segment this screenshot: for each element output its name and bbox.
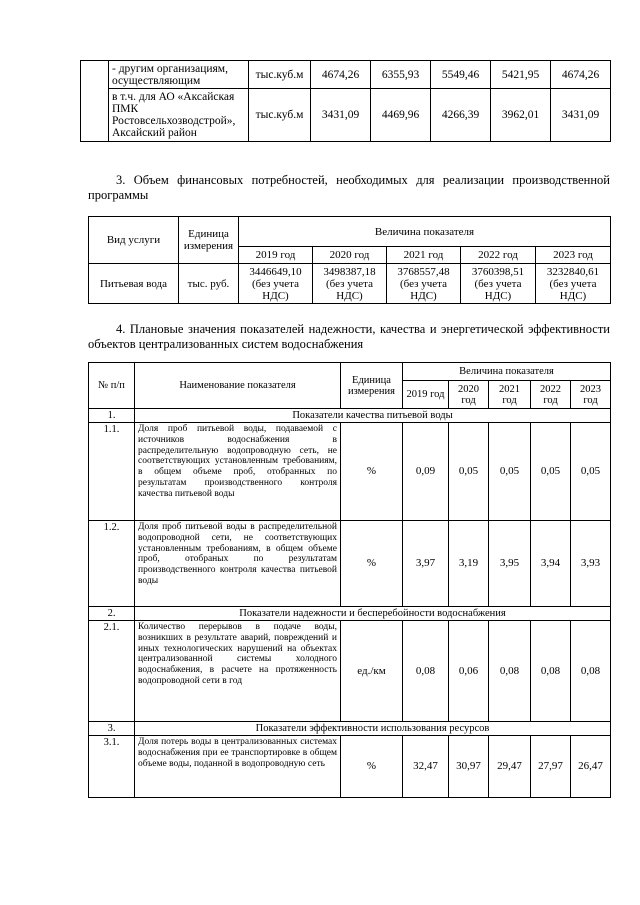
header-year: 2021 год [489, 381, 531, 409]
value-cell: 3431,09 [551, 89, 611, 142]
group-row [89, 722, 611, 736]
value-cell: 3446649,10 (без учета НДС) [239, 264, 313, 304]
group-num: 1. [89, 409, 135, 423]
item-name: Доля потерь воды в централизованных системах водоснабжения при ее транспортировке в общем объеме воды, поданной в водопроводную сеть [135, 736, 341, 798]
section-4-heading: 4. Плановые значения показателей надежности, качества и энергетической эффективности объектов централизованных систем водоснабжения [88, 322, 610, 351]
table-header-row [89, 217, 611, 247]
header-year: 2022 год [461, 247, 536, 264]
group-title: Показатели надежности и бесперебойности водоснабжения [135, 607, 611, 621]
section-3-heading: 3. Объем финансовых потребностей, необходимых для реализации производственной программы [88, 173, 610, 202]
table-row [89, 264, 611, 304]
water-supply-volume-table [80, 60, 611, 142]
unit-cell: тыс. руб. [179, 264, 239, 304]
value-cell: 32,47 [403, 736, 449, 798]
group-row [89, 409, 611, 423]
header-year: 2019 год [239, 247, 313, 264]
header-year: 2022 год [531, 381, 571, 409]
value-cell: 0,05 [571, 423, 611, 521]
value-cell: 0,06 [449, 621, 489, 722]
value-cell: 3498387,18 (без учета НДС) [313, 264, 387, 304]
table-row [89, 736, 611, 798]
row-name: в т.ч. для АО «Аксайская ПМК Ростовсельхозводстрой», Аксайский район [109, 89, 249, 142]
header-year: 2020 год [313, 247, 387, 264]
item-num: 1.1. [89, 423, 135, 521]
value-cell: 6355,93 [371, 61, 431, 89]
item-name: Доля проб питьевой воды, подаваемой с источников водоснабжения в распределительную водопроводную сеть, не соответствующих установленным требованиям, в общем объеме проб, отобранных по результатам производственного контроля качества питьевой воды [135, 423, 341, 521]
value-cell: 0,09 [403, 423, 449, 521]
value-cell: 3,93 [571, 521, 611, 607]
header-value: Величина показателя [403, 363, 611, 381]
value-cell: 0,08 [403, 621, 449, 722]
header-year: 2021 год [387, 247, 461, 264]
value-cell: 0,05 [449, 423, 489, 521]
group-row [89, 607, 611, 621]
financial-needs-table [88, 216, 611, 304]
item-unit: % [341, 521, 403, 607]
header-name: Наименование показателя [135, 363, 341, 409]
item-num: 1.2. [89, 521, 135, 607]
value-cell: 3431,09 [311, 89, 371, 142]
item-num: 3.1. [89, 736, 135, 798]
value-cell: 0,05 [531, 423, 571, 521]
header-unit: Единица измерения [341, 363, 403, 409]
value-cell: 30,97 [449, 736, 489, 798]
header-year: 2019 год [403, 381, 449, 409]
header-year: 2020 год [449, 381, 489, 409]
value-cell: 3,95 [489, 521, 531, 607]
group-title: Показатели эффективности использования ресурсов [135, 722, 611, 736]
group-title: Показатели качества питьевой воды [135, 409, 611, 423]
header-year: 2023 год [571, 381, 611, 409]
value-cell: 3760398,51 (без учета НДС) [461, 264, 536, 304]
value-cell: 0,05 [489, 423, 531, 521]
header-year: 2023 год [536, 247, 611, 264]
value-cell: 3,94 [531, 521, 571, 607]
item-name: Количество перерывов в подаче воды, возникших в результате аварий, повреждений и иных технологических нарушений на объектах централизованной системы холодного водоснабжения, в расчете на протяженность водопроводной сети в год [135, 621, 341, 722]
table-row [89, 521, 611, 607]
value-cell: 4674,26 [551, 61, 611, 89]
item-name: Доля проб питьевой воды в распределительной водопроводной сети, не соответствующих установленным требованиям, в общем объеме проб, отобраных по результатам производственного контроля качества питьевой воды [135, 521, 341, 607]
value-cell: 3,97 [403, 521, 449, 607]
value-cell: 3962,01 [491, 89, 551, 142]
item-unit: ед./км [341, 621, 403, 722]
service-cell: Питьевая вода [89, 264, 179, 304]
indicators-table [88, 362, 611, 798]
value-cell: 29,47 [489, 736, 531, 798]
value-cell: 4674,26 [311, 61, 371, 89]
row-name: - другим организациям, осуществляющим [109, 61, 249, 89]
table-row [89, 621, 611, 722]
value-cell: 3,19 [449, 521, 489, 607]
table-row [81, 89, 611, 142]
row-unit: тыс.куб.м [249, 61, 311, 89]
group-num: 2. [89, 607, 135, 621]
item-unit: % [341, 423, 403, 521]
value-cell: 27,97 [531, 736, 571, 798]
header-unit: Единица измерения [179, 217, 239, 264]
value-cell: 26,47 [571, 736, 611, 798]
table-row [89, 423, 611, 521]
header-num: № п/п [89, 363, 135, 409]
item-unit: % [341, 736, 403, 798]
row-unit: тыс.куб.м [249, 89, 311, 142]
header-service: Вид услуги [89, 217, 179, 264]
group-num: 3. [89, 722, 135, 736]
value-cell: 0,08 [489, 621, 531, 722]
table-row [81, 61, 611, 89]
item-num: 2.1. [89, 621, 135, 722]
value-cell: 0,08 [531, 621, 571, 722]
value-cell: 4266,39 [431, 89, 491, 142]
table-header-row [89, 363, 611, 381]
value-cell: 0,08 [571, 621, 611, 722]
value-cell: 5549,46 [431, 61, 491, 89]
value-cell: 3768557,48 (без учета НДС) [387, 264, 461, 304]
value-cell: 4469,96 [371, 89, 431, 142]
value-cell: 3232840,61 (без учета НДС) [536, 264, 611, 304]
value-cell: 5421,95 [491, 61, 551, 89]
header-value: Величина показателя [239, 217, 611, 247]
empty-cell [81, 61, 109, 142]
